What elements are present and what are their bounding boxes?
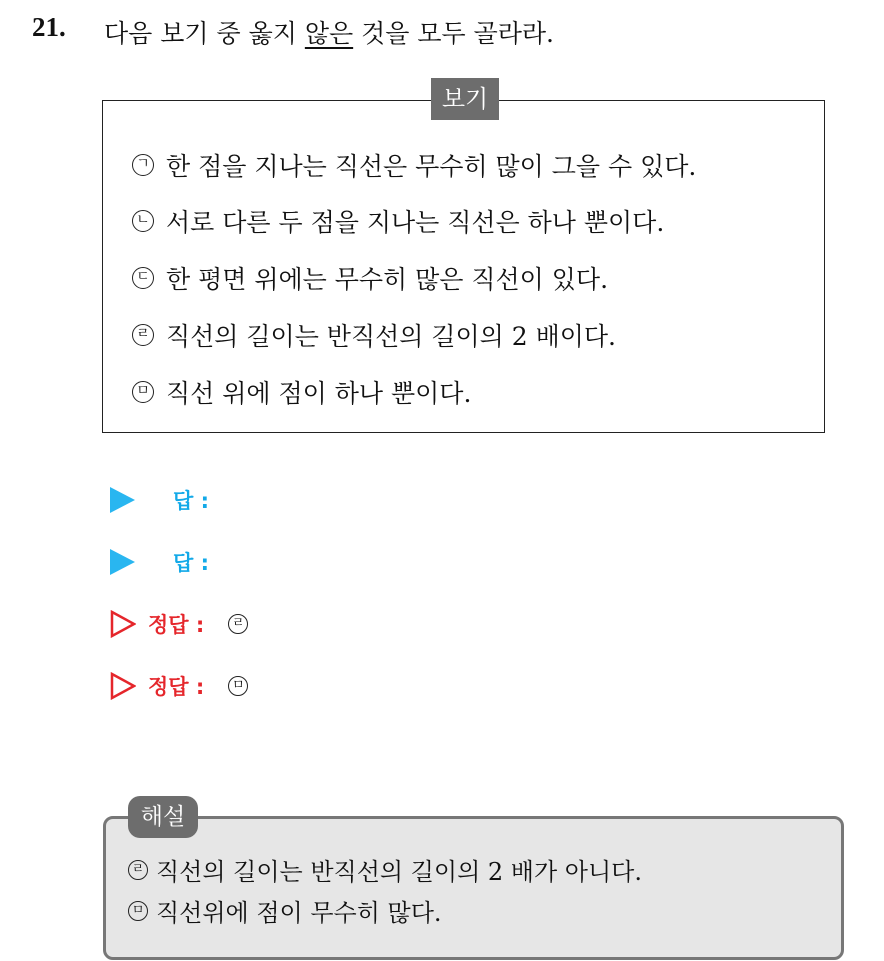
- bogi-item-5: [132, 374, 471, 410]
- answer-row-2: [110, 547, 209, 577]
- bogi-item-4: [132, 317, 616, 353]
- bogi-item-2: [132, 203, 664, 239]
- circled-mark: ㅁ: [228, 676, 248, 696]
- explanation-line-2: [128, 893, 442, 928]
- explanation-text: 직선위에 점이 무수히 많다.: [156, 899, 442, 927]
- circled-mark: ㅁ: [128, 901, 148, 921]
- question-text-underlined: 않은: [304, 19, 354, 48]
- answer-label: 답 :: [173, 489, 209, 513]
- circled-mark: ㄴ: [132, 210, 154, 232]
- correct-answer-row-1: [110, 609, 248, 639]
- correct-answer-row-2: [110, 671, 248, 701]
- answer-label: 답 :: [173, 551, 209, 575]
- question-text-after: 것을 모두 골라라.: [353, 19, 554, 48]
- correct-answer-label: 정답 :: [148, 613, 205, 637]
- bogi-item-text: 한 평면 위에는 무수히 많은 직선이 있다.: [166, 265, 609, 294]
- explanation-box: [103, 816, 844, 960]
- explanation-line-1: [128, 852, 642, 887]
- play-triangle-icon: [110, 487, 135, 513]
- play-triangle-icon: [110, 549, 135, 575]
- bogi-item-text: 직선 위에 점이 하나 뿐이다.: [166, 379, 472, 408]
- circled-mark: ㅁ: [132, 381, 154, 403]
- circled-mark: ㄹ: [132, 324, 154, 346]
- answer-row-1: [110, 485, 209, 515]
- outline-triangle-icon: [110, 610, 136, 638]
- outline-triangle-icon: [110, 672, 136, 700]
- bogi-item-3: [132, 260, 608, 296]
- circled-mark: ㄹ: [228, 614, 248, 634]
- question-text: [104, 14, 554, 50]
- question-number: 21.: [32, 12, 66, 42]
- circled-mark: ㄷ: [132, 267, 154, 289]
- bogi-item-text: 직선의 길이는 반직선의 길이의 2 배이다.: [166, 322, 616, 351]
- question-text-before: 다음 보기 중 옳지: [104, 19, 305, 48]
- explanation-text: 직선의 길이는 반직선의 길이의 2 배가 아니다.: [156, 858, 642, 886]
- circled-mark: ㄱ: [132, 154, 154, 176]
- correct-answer-value: [228, 614, 248, 634]
- correct-answer-label: 정답 :: [148, 675, 205, 699]
- explanation-label: 해설: [128, 796, 198, 838]
- bogi-label: 보기: [431, 78, 499, 120]
- bogi-item-text: 서로 다른 두 점을 지나는 직선은 하나 뿐이다.: [166, 208, 665, 237]
- bogi-item-1: [132, 147, 696, 183]
- circled-mark: ㄹ: [128, 860, 148, 880]
- bogi-item-text: 한 점을 지나는 직선은 무수히 많이 그을 수 있다.: [166, 152, 697, 181]
- correct-answer-value: [228, 676, 248, 696]
